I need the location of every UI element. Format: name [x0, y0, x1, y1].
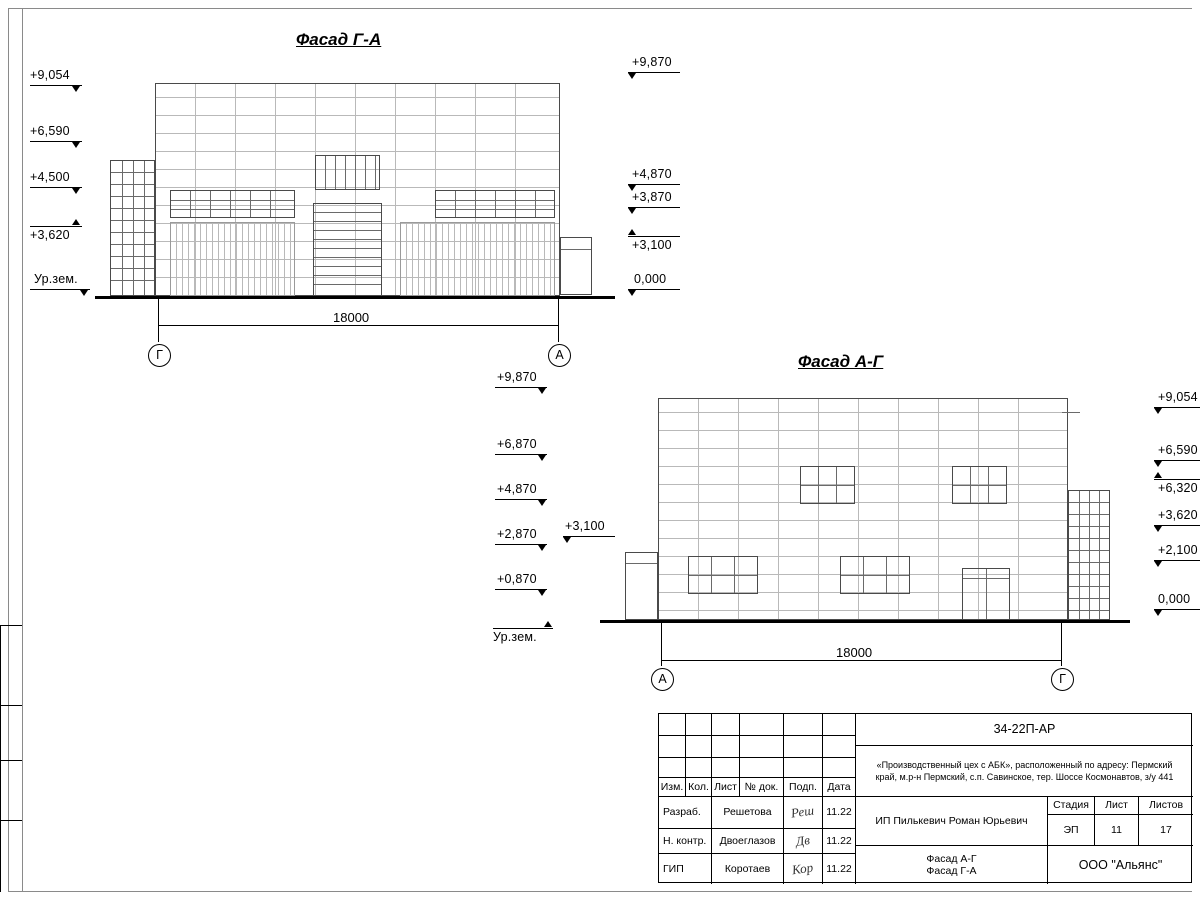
facade-2-level-label: +2,870 [497, 527, 537, 541]
facade-2-level-underline [493, 628, 553, 629]
facade-1-louvre-bar [454, 223, 455, 295]
facade-2-window-bar [711, 557, 712, 593]
facade-1-louvre-bar [278, 223, 279, 295]
facade-2-mullion [1018, 399, 1019, 619]
drawing-name [856, 846, 1048, 884]
facade-1-window-left-bar [190, 191, 191, 217]
facade-1-upper-panel-rib [355, 156, 356, 189]
facade-1-level-label: +6,590 [30, 124, 70, 138]
facade-1-louvre-bar [532, 223, 533, 295]
role-date-gip: 11.22 [823, 854, 856, 884]
facade-2-mullion [778, 399, 779, 619]
facade-1-level-label: +4,500 [30, 170, 70, 184]
facade-1-gate-slat [314, 221, 381, 222]
drawing-name-line-1: Фасад А-Г [926, 852, 977, 865]
facade-1-louvre-bar [406, 223, 407, 295]
facade-2-axis-stem-right [1061, 620, 1062, 666]
facade-1-louvre-bar [248, 223, 249, 295]
margin-stub-1 [0, 625, 22, 626]
facade-1-louvre-bar [502, 223, 503, 295]
facade-1-upper-panel-rib [325, 156, 326, 189]
facade-1-louvre-bar [206, 223, 207, 295]
facade-1-louvre-bar [194, 223, 195, 295]
facade-1-mullion [395, 84, 396, 295]
facade-2-level-label: +3,620 [1158, 508, 1198, 522]
margin-stub-vertical [0, 625, 1, 892]
facade-1-level-label: +3,100 [632, 238, 672, 252]
facade-2-mullion [938, 399, 939, 619]
facade-2-level-tick [1154, 561, 1162, 567]
facade-1-louvre-bar [418, 223, 419, 295]
facade-2-level-tick [1154, 610, 1162, 616]
facade-2-level-label: 0,000 [1158, 592, 1191, 606]
facade-2-level-tick [538, 500, 546, 506]
facade-1-level-tick [628, 208, 636, 214]
revision-cell [823, 758, 856, 778]
facade-2-mullion [818, 399, 819, 619]
facade-1-annex-right [560, 237, 592, 295]
revision-cell [740, 758, 784, 778]
facade-1-louvre-bar [526, 223, 527, 295]
revision-cell [686, 736, 712, 758]
facade-2-window-bar [953, 485, 1006, 486]
facade-1-level-label: +4,870 [632, 167, 672, 181]
revision-cell [712, 758, 740, 778]
facade-1-ground-line [95, 296, 615, 299]
facade-1-louvre-bar [538, 223, 539, 295]
facade-1-louvre-bar [460, 223, 461, 295]
role-name-razrab: Решетова [712, 797, 784, 829]
facade-1-window-left-bar [230, 191, 231, 217]
facade-2-window-bar [734, 557, 735, 593]
facade-1-level-label: 0,000 [634, 272, 667, 286]
facade-1-window-right-bar [495, 191, 496, 217]
facade-1-title: Фасад Г-А [296, 30, 382, 49]
signature-glyph: Кор [791, 859, 815, 877]
facade-1-window-left-bar [210, 191, 211, 217]
facade-1-level-tick [80, 290, 88, 296]
facade-2-band [659, 430, 1067, 431]
facade-2-level-label: +9,870 [497, 370, 537, 384]
revision-cell [659, 758, 686, 778]
facade-1-louvre-bar [436, 223, 437, 295]
facade-1-louvre-bar [430, 223, 431, 295]
facade-1-louvre-bar [484, 223, 485, 295]
facade-2-level-tick [538, 545, 546, 551]
facade-1-louvre-bar [412, 223, 413, 295]
role-name-nkontr: Двоеглазов [712, 829, 784, 854]
facade-2-title: Фасад А-Г [798, 352, 884, 371]
revision-header-kol: Кол. [686, 778, 712, 797]
facade-1-louvre-bar [514, 223, 515, 295]
sheet-header: Лист [1095, 797, 1139, 815]
stage-value: ЭП [1048, 815, 1095, 846]
facade-2-level-tick [1154, 526, 1162, 532]
facade-1-stair-stringer [133, 161, 134, 295]
facade-1-band [156, 133, 559, 134]
facade-1-louvre-bar [188, 223, 189, 295]
facade-1-louvre-bar [200, 223, 201, 295]
facade-1-gate-slat [314, 230, 381, 231]
facade-2-window-bar [836, 467, 837, 503]
facade-2-band [659, 520, 1067, 521]
revision-header-data: Дата [823, 778, 856, 797]
facade-2-door-leaf-split [986, 569, 987, 619]
facade-2-level-label: +2,100 [1158, 543, 1198, 557]
facade-1-louvre-bar [424, 223, 425, 295]
facade-1-upper-panel-rib [335, 156, 336, 189]
facade-2-window-bar [841, 575, 909, 576]
facade-1-louvre-bar [212, 223, 213, 295]
facade-2-level-label: +4,870 [497, 482, 537, 496]
facade-1-louvre-bar [260, 223, 261, 295]
facade-1-band [156, 115, 559, 116]
facade-1-gate-slat [314, 257, 381, 258]
facade-1-gate [313, 203, 382, 296]
facade-1-stair-stringer [144, 161, 145, 295]
margin-stub-3 [0, 760, 22, 761]
facade-1-level-tick [72, 142, 80, 148]
facade-1-louvre-bar [266, 223, 267, 295]
facade-1-louvre-bar [176, 223, 177, 295]
facade-1-level-underline [30, 226, 82, 227]
facade-1-level-label: +3,870 [632, 190, 672, 204]
customer-name: ИП Пилькевич Роман Юрьевич [856, 797, 1048, 846]
facade-1-window-right-bar [475, 191, 476, 217]
role-date-razrab: 11.22 [823, 797, 856, 829]
facade-2-level-label: +0,870 [497, 572, 537, 586]
signature-glyph: Дв [794, 831, 811, 849]
facade-1-window-right-bar [535, 191, 536, 217]
facade-1-gate-slat [314, 284, 381, 285]
facade-2-ground-line [600, 620, 1130, 623]
role-date-nkontr: 11.22 [823, 829, 856, 854]
facade-1-level-label: +9,870 [632, 55, 672, 69]
margin-stub-4 [0, 820, 22, 821]
revision-cell [740, 714, 784, 736]
facade-1-louvre-bar [242, 223, 243, 295]
facade-2-level-tick [538, 590, 546, 596]
revision-cell [659, 714, 686, 736]
facade-2-level-label: +6,320 [1158, 481, 1198, 495]
margin-stub-2 [0, 705, 22, 706]
facade-1-louvre-bar [508, 223, 509, 295]
facade-1-louvre-bar [224, 223, 225, 295]
facade-2-window-bar [988, 467, 989, 503]
facade-1-window-right-bar [455, 191, 456, 217]
facade-1-gate-slat [314, 266, 381, 267]
signature-glyph: Реш [790, 802, 816, 821]
facade-1-louvre-bar [550, 223, 551, 295]
facade-2-window-bar [818, 467, 819, 503]
facade-1-louvre-bar [442, 223, 443, 295]
facade-2-stair-stringer [1079, 491, 1080, 619]
facade-1-axis-stem-left [158, 296, 159, 342]
facade-2-band [659, 412, 1067, 413]
facade-2-window-bar [886, 557, 887, 593]
facade-2-level-label: Ур.зем. [493, 630, 537, 644]
facade-1-level-label: Ур.зем. [34, 272, 78, 286]
revision-cell [712, 714, 740, 736]
facade-1-upper-panel-rib [345, 156, 346, 189]
role-label-gip: ГИП [659, 854, 712, 884]
facade-2-level-tick [1154, 408, 1162, 414]
sheets-total-value: 17 [1139, 815, 1193, 846]
sheet-value: 11 [1095, 815, 1139, 846]
facade-1-louvre-bar [496, 223, 497, 295]
facade-2-level-tick [538, 455, 546, 461]
facade-1-upper-panel-rib [375, 156, 376, 189]
sheets-total-header: Листов [1139, 797, 1193, 815]
facade-2-dimension-line [661, 660, 1061, 661]
facade-1-louvre-bar [290, 223, 291, 295]
revision-cell [784, 758, 823, 778]
role-sign-nkontr [784, 829, 823, 854]
revision-header-izm: Изм. [659, 778, 686, 797]
facade-2-level-tick [563, 537, 571, 543]
facade-2-window-bar [863, 557, 864, 593]
revision-header-podp: Подп. [784, 778, 823, 797]
facade-2-level-tick [544, 621, 552, 627]
sheet-code: 34-22П-АР [856, 714, 1193, 746]
facade-1-louvre-bar [520, 223, 521, 295]
facade-1-axis-marker-left: Г [148, 344, 171, 367]
facade-1-window-left [170, 190, 295, 218]
revision-cell [823, 714, 856, 736]
facade-1-gate-slat [314, 239, 381, 240]
facade-2-level-tick [538, 388, 546, 394]
facade-2-level-label: +6,590 [1158, 443, 1198, 457]
facade-1-annex-bar [561, 249, 591, 250]
facade-1-level-tick [628, 229, 636, 235]
facade-1-louvre-bar [218, 223, 219, 295]
facade-2-stair-stringer [1099, 491, 1100, 619]
facade-2-axis-marker-left: А [651, 668, 674, 691]
facade-2-window-bar [970, 467, 971, 503]
facade-1-louvre-bar [284, 223, 285, 295]
facade-1-gate-slat [314, 248, 381, 249]
facade-1-louvre-bar [254, 223, 255, 295]
facade-1-window-left-bar [250, 191, 251, 217]
revision-cell [659, 736, 686, 758]
facade-1-level-tick [72, 86, 80, 92]
revision-cell [712, 736, 740, 758]
facade-1-dimension-value: 18000 [333, 310, 370, 325]
revision-header-doc: № док. [740, 778, 784, 797]
facade-2-roof-overhang [1062, 412, 1080, 413]
facade-1-louvre-bar [448, 223, 449, 295]
facade-2-stair-stringer [1089, 491, 1090, 619]
facade-2-level-tick [1154, 472, 1162, 478]
revision-cell [823, 736, 856, 758]
role-name-gip: Коротаев [712, 854, 784, 884]
title-block [658, 713, 1192, 883]
facade-1-level-tick [72, 219, 80, 225]
facade-2-band [659, 538, 1067, 539]
facade-2-window-bar [689, 575, 757, 576]
revision-cell [784, 736, 823, 758]
facade-1-upper-panel-rib [365, 156, 366, 189]
facade-2-axis-marker-right: Г [1051, 668, 1074, 691]
facade-1-gate-slat [314, 275, 381, 276]
facade-2-door-head [963, 578, 1009, 579]
facade-1-louvre-bar [478, 223, 479, 295]
role-label-razrab: Разраб. [659, 797, 712, 829]
stage-header: Стадия [1048, 797, 1095, 815]
facade-1-gate-slat [314, 212, 381, 213]
role-label-nkontr: Н. контр. [659, 829, 712, 854]
facade-2-level-label: +9,054 [1158, 390, 1198, 404]
facade-2-level-tick [1154, 461, 1162, 467]
facade-2-level-underline [1154, 479, 1200, 480]
facade-2-level-label: +6,870 [497, 437, 537, 451]
facade-1-louvre-bar [466, 223, 467, 295]
facade-1-louvre-bar [472, 223, 473, 295]
facade-1-window-right-bar [515, 191, 516, 217]
facade-1-band [156, 151, 559, 152]
revision-cell [784, 714, 823, 736]
facade-2-band [659, 448, 1067, 449]
facade-1-louvre-bar [236, 223, 237, 295]
facade-2-annex-bar [626, 563, 657, 564]
facade-1-stair-stringer [122, 161, 123, 295]
facade-1-axis-marker-right: А [548, 344, 571, 367]
role-sign-razrab [784, 797, 823, 829]
facade-2-dimension-value: 18000 [836, 645, 873, 660]
facade-1-level-underline [628, 236, 680, 237]
facade-1-louvre-bar [490, 223, 491, 295]
facade-1-dimension-line [158, 325, 558, 326]
revision-header-list: Лист [712, 778, 740, 797]
facade-1-window-left-bar [270, 191, 271, 217]
role-sign-gip [784, 854, 823, 884]
revision-cell [686, 758, 712, 778]
facade-1-level-label: +3,620 [30, 228, 70, 242]
facade-2-level-label: +3,100 [565, 519, 605, 533]
frame-inner-left [22, 8, 23, 892]
frame-bottom [8, 891, 1192, 892]
facade-1-louvre-bar [272, 223, 273, 295]
facade-1-louvre-bar [230, 223, 231, 295]
facade-2-window-bar [801, 485, 854, 486]
facade-1-axis-stem-right [558, 296, 559, 342]
facade-1-level-tick [628, 73, 636, 79]
facade-1-louvre-bar [182, 223, 183, 295]
facade-1-level-tick [72, 188, 80, 194]
object-title: «Производственный цех с АБК», расположенный по адресу: Пермский край, м.р-н Пермский, с.п. Савинское, тер. Шоссе Космонавтов, з/у 441 [856, 746, 1193, 797]
company-name: ООО "Альянс" [1078, 857, 1163, 872]
facade-1-level-label: +9,054 [30, 68, 70, 82]
facade-1-band [156, 97, 559, 98]
drawing-name-line-2: Фасад Г-А [926, 865, 977, 877]
revision-cell [686, 714, 712, 736]
revision-cell [740, 736, 784, 758]
facade-1-louvre-bar [544, 223, 545, 295]
frame-top [8, 8, 1192, 9]
facade-1-level-tick [628, 290, 636, 296]
